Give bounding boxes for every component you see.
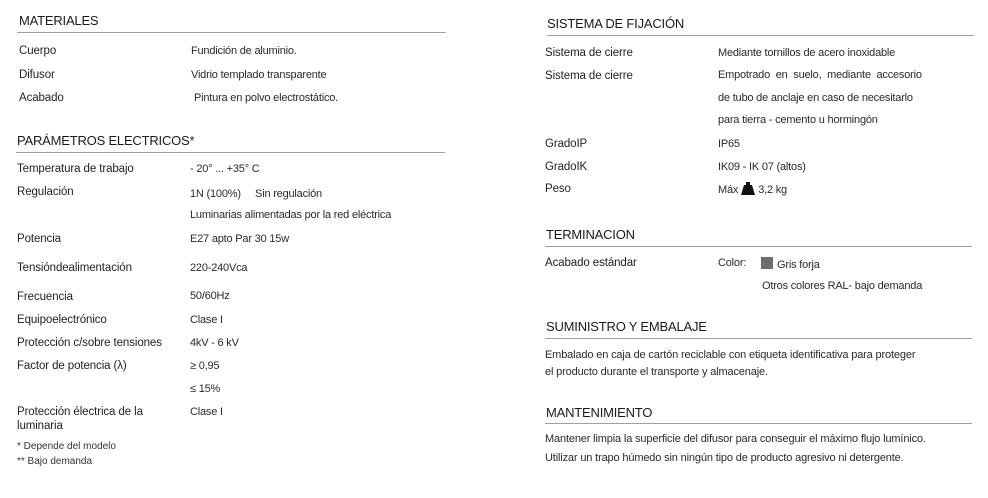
spec-value: E27 apto Par 30 15w	[190, 233, 289, 245]
spec-label: GradoIP	[545, 138, 588, 150]
spec-value: Clase I	[190, 314, 223, 326]
spec-label: Potencia	[17, 233, 61, 245]
weight-value	[718, 182, 787, 198]
spec-value: ≥ 0,95	[190, 360, 220, 372]
spec-value: Pintura en polvo electrostático.	[194, 92, 339, 104]
color-name: Gris forja	[777, 259, 820, 271]
suministro-text: Embalado en caja de cartón reciclable con etiqueta identificativa para proteger el producto durante el transporte y almacenaje.	[545, 349, 916, 378]
spec-value: Empotrado en suelo, mediante accesorio	[718, 69, 922, 81]
spec-value: Mediante tornillos de acero inoxidable	[718, 47, 896, 59]
spec-value: Clase I	[190, 406, 223, 418]
section-title-parametros: PARÁMETROS ELECTRICOS*	[17, 133, 195, 148]
other-colors-note: Otros colores RAL- bajo demanda	[762, 280, 923, 292]
spec-value: 50/60Hz	[190, 290, 230, 302]
spec-value: 4kV - 6 kV	[190, 337, 239, 349]
spec-label: Difusor	[19, 69, 55, 81]
weight-icon	[741, 182, 755, 198]
color-value	[761, 257, 820, 271]
spec-label: Frecuencia	[17, 291, 73, 303]
spec-value: de tubo de anclaje en caso de necesitarlo	[718, 92, 913, 104]
spec-label: Tensióndealimentación	[17, 262, 132, 274]
spec-value: 220-240Vca	[190, 262, 248, 274]
spec-label-continued: luminaria	[17, 420, 63, 432]
divider	[547, 35, 974, 36]
divider	[545, 423, 972, 424]
spec-value: 1N (100%) Sin regulación	[190, 188, 322, 200]
spec-value: para tierra - cemento u hormingón	[718, 114, 878, 126]
footnote: ** Bajo demanda	[17, 456, 93, 467]
spec-value: Vidrio templado transparente	[191, 69, 327, 81]
color-label: Color:	[718, 257, 747, 269]
spec-label: Acabado estándar	[545, 257, 637, 269]
section-title-terminacion: TERMINACION	[546, 227, 635, 242]
section-title-fijacion: SISTEMA DE FIJACIÓN	[547, 16, 685, 31]
section-title-mantenimiento: MANTENIMIENTO	[546, 405, 653, 420]
spec-value: Fundición de aluminio.	[191, 45, 297, 57]
section-title-suministro: SUMINISTRO Y EMBALAJE	[546, 319, 707, 334]
spec-label: GradoIK	[545, 161, 588, 173]
spec-label: Sistema de cierre	[545, 70, 633, 82]
spec-label: Acabado	[19, 92, 64, 104]
spec-value-secondary: ≤ 15%	[190, 383, 221, 395]
spec-label: Regulación	[17, 186, 74, 198]
divider	[545, 246, 972, 247]
spec-label: Protección électrica de la	[17, 406, 143, 418]
spec-value: - 20° ... +35° C	[190, 163, 260, 175]
spec-value-secondary: Luminarias alimentadas por la red eléctrica	[190, 209, 392, 221]
spec-label: Sistema de cierre	[545, 47, 633, 59]
spec-label: Protección c/sobre tensiones	[17, 337, 162, 349]
divider	[17, 32, 446, 33]
divider	[16, 152, 445, 153]
spec-value: IP65	[718, 138, 740, 150]
divider	[545, 338, 972, 339]
spec-value: IK09 - IK 07 (altos)	[718, 161, 806, 173]
spec-label: Temperatura de trabajo	[17, 163, 134, 175]
mantenimiento-text: Mantener limpia la superficie del difusor para conseguir el máximo flujo lumínico. Utilizar un trapo húmedo sin ningún tipo de producto agresivo ni detergente.	[545, 433, 926, 464]
section-title-materiales: MATERIALES	[19, 13, 99, 28]
spec-label: Peso	[545, 183, 571, 195]
weight-amount: 3,2 kg	[758, 184, 787, 196]
spec-label: Cuerpo	[19, 45, 57, 57]
footnote: * Depende del modelo	[17, 441, 116, 452]
color-swatch	[761, 257, 773, 269]
spec-label: Factor de potencia (λ)	[17, 360, 127, 372]
spec-label: Equipoelectrónico	[17, 314, 107, 326]
weight-prefix: Máx	[718, 184, 739, 196]
